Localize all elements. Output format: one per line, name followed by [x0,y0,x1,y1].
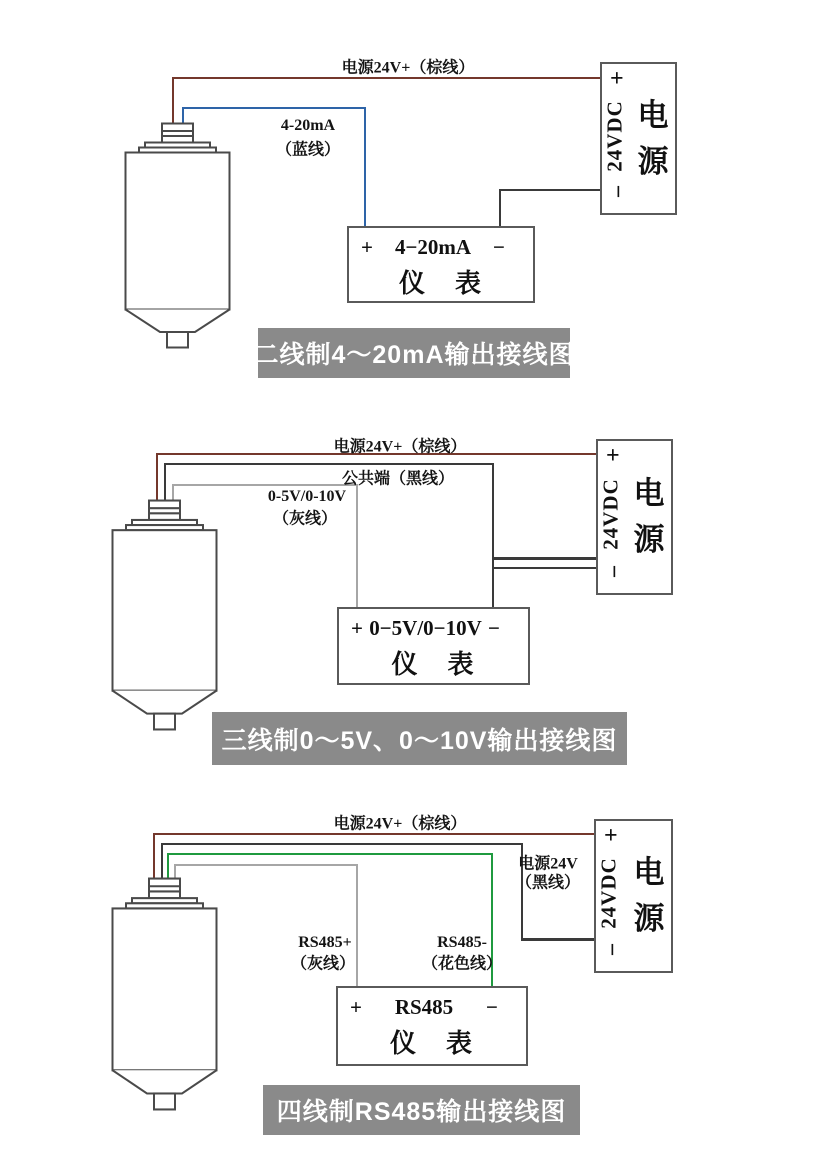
instrument-signal-label: 4−20mA [394,235,472,259]
power-negative-wire-black [521,938,596,941]
caption-three-wire: 三线制0～5V、0～10V输出接线图 [212,712,627,765]
signal-wire-gray [172,484,358,486]
caption-four-wire: 四线制RS485输出接线图 [263,1085,580,1135]
instrument-signal-label: RS485 [394,995,454,1019]
power-supply-box [596,439,673,595]
sensor-probe-icon [111,877,218,1111]
power-negative-wire-black [161,843,523,845]
power-rating-label: 24VDC [598,478,623,550]
power-supply-box [594,819,673,973]
instrument-name-label: 仪 表 [389,1029,474,1058]
instrument-minus-terminal: − [493,235,505,259]
instrument-minus-terminal: − [488,616,500,640]
caption-two-wire: 二线制4～20mA输出接线图 [258,328,570,378]
wire-label-power-negative-color: （黑线） [515,874,581,892]
power-supply-label: 电源 [633,476,665,557]
wire-label-signal: 0-5V/0-10V [267,488,347,505]
rs485b-wire-green [167,853,493,855]
wire-label-power-negative: 电源24V [518,855,578,873]
signal-wire-blue [364,107,366,228]
power-supply-label: 电源 [633,855,665,936]
instrument-name-label: 仪 表 [391,650,476,679]
wire-label-rs485b: RS485- [437,934,487,951]
wire-label-signal-color: （蓝线） [275,141,341,159]
sensor-probe-icon [111,499,218,731]
signal-wire-blue [182,107,366,109]
instrument-box [336,986,528,1066]
power-wire-brown [153,833,155,881]
instrument-minus-terminal: − [486,995,498,1019]
power-negative-wire-black [161,843,163,881]
wire-label-signal-color: （灰线） [272,510,338,528]
sensor-probe-icon [124,122,231,349]
negative-wire [499,189,501,228]
power-wire-brown [156,453,158,503]
instrument-box [347,226,535,303]
wire-label-rs485b-color: （花色线） [421,955,503,973]
instrument-terminals [339,616,528,641]
wire-label-power-brown: 电源24V+（棕线） [333,438,467,456]
negative-wire [492,567,598,569]
common-wire-black [492,463,494,609]
power-minus-terminal: − [604,184,631,199]
wire-label-rs485a-color: （灰线） [290,955,356,973]
common-wire-black [492,557,598,560]
rs485a-wire-gray [356,864,358,988]
negative-wire [499,189,602,191]
instrument-plus-terminal: + [361,235,373,259]
wire-label-power-brown: 电源24V+（棕线） [333,815,467,833]
power-rating-label: 24VDC [602,99,627,172]
instrument-box [337,607,530,685]
power-plus-terminal: + [604,823,618,849]
power-supply-label: 电源 [637,97,669,179]
instrument-plus-terminal: + [350,995,362,1019]
wire-label-signal: 4-20mA [280,117,336,134]
instrument-terminals [349,235,533,260]
instrument-terminals [338,995,526,1020]
common-wire-black [164,463,166,503]
power-supply-box [600,62,677,215]
wire-label-common-black: 公共端（黑线） [341,470,455,488]
power-rating-label: 24VDC [596,857,621,929]
instrument-signal-label: 0−5V/0−10V [369,616,482,640]
wire-label-power-brown: 电源24V+（棕线） [341,59,475,77]
wire-label-rs485a: RS485+ [298,934,352,951]
power-minus-terminal: − [598,942,625,957]
power-wire-brown [172,77,174,127]
power-plus-terminal: + [606,443,620,469]
power-minus-terminal: − [600,564,627,579]
rs485a-wire-gray [174,864,358,866]
signal-wire-gray [356,484,358,609]
instrument-name-label: 仪 表 [398,269,483,298]
instrument-plus-terminal: + [351,616,363,640]
power-plus-terminal: + [610,66,624,92]
